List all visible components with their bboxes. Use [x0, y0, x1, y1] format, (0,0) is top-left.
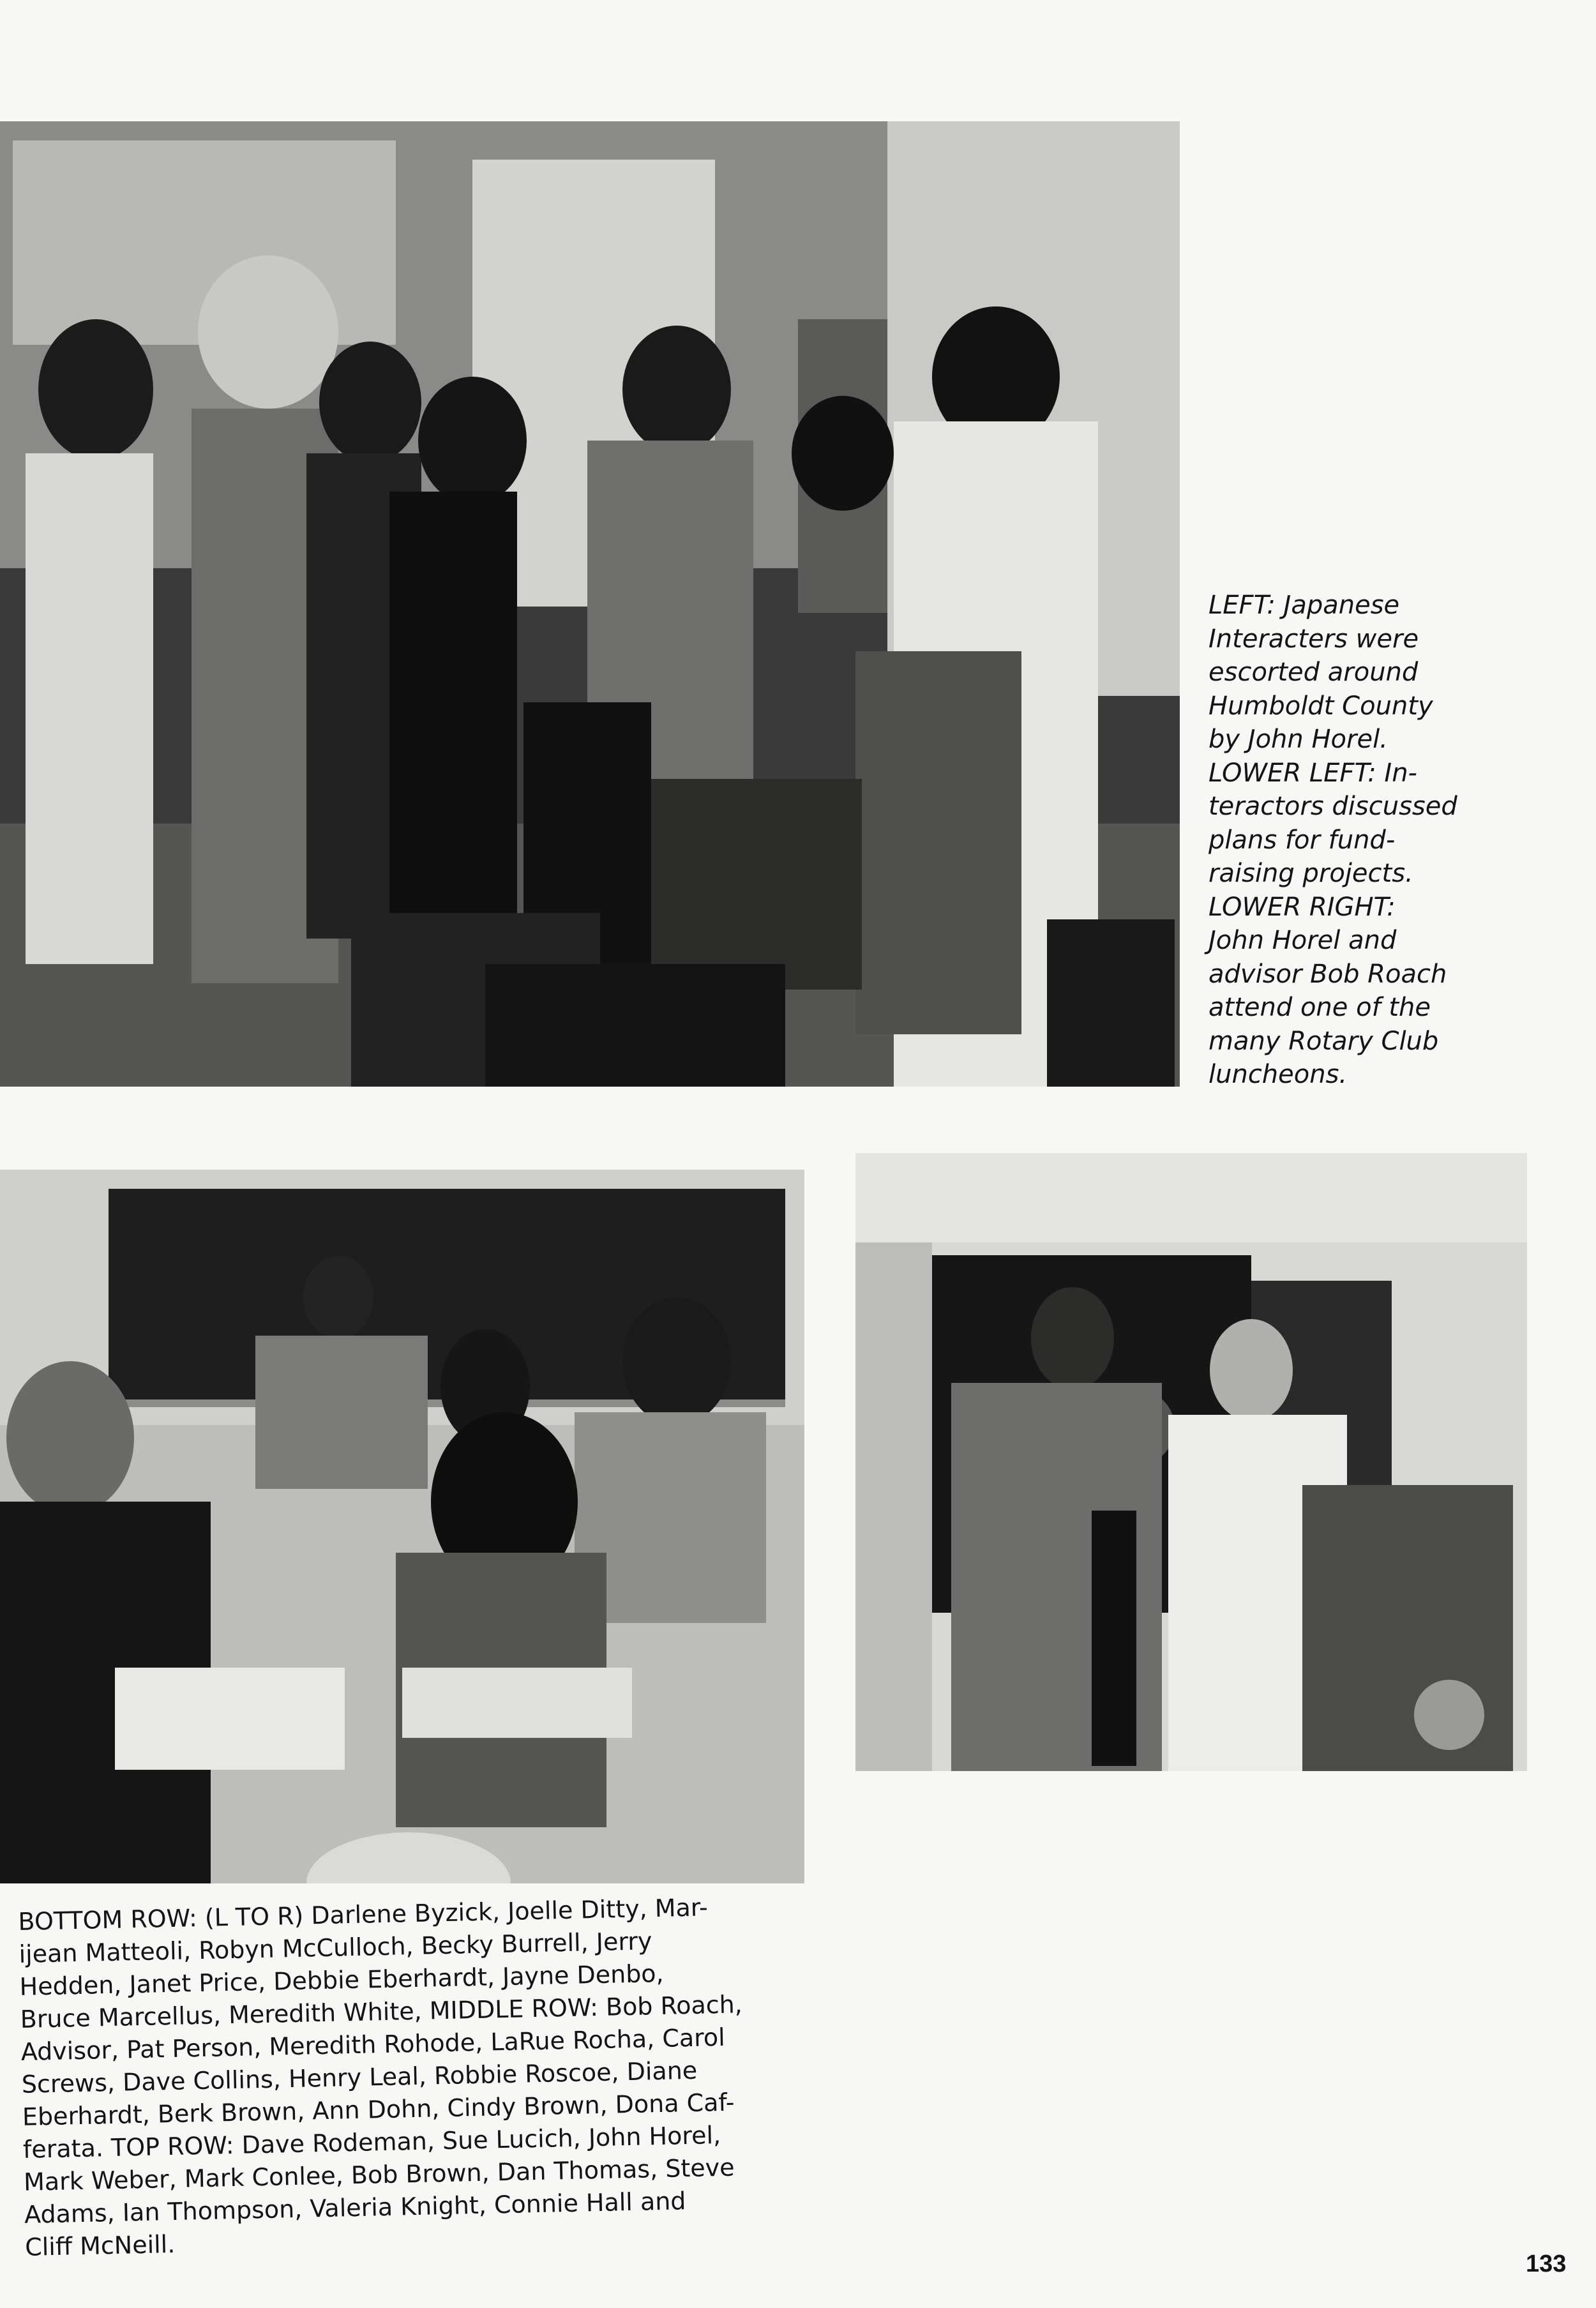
- caption-line: raising projects.: [1208, 859, 1413, 888]
- caption-line: advisor Bob Roach: [1208, 959, 1447, 989]
- caption-line: escorted around: [1208, 658, 1419, 687]
- caption-line: attend one of the: [1208, 993, 1431, 1022]
- roster-line: Bruce Marcellus, Meredith White, MIDDLE ROW: Bob Roach,: [20, 1990, 743, 2033]
- caption-line: Interacters were: [1208, 624, 1419, 654]
- caption-line: LOWER LEFT: In-: [1208, 758, 1417, 788]
- roster-line: Hedden, Janet Price, Debbie Eberhardt, Jayne Denbo,: [19, 1959, 665, 2001]
- caption-line: luncheons.: [1208, 1060, 1348, 1089]
- page-number: 133: [1526, 2251, 1567, 2277]
- caption-line: LOWER RIGHT:: [1208, 892, 1396, 922]
- roster-line: Cliff McNeill.: [24, 2229, 176, 2261]
- photo-rotary-luncheon: [855, 1153, 1527, 1771]
- roster-line: Eberhardt, Berk Brown, Ann Dohn, Cindy Brown, Dona Caf-: [22, 2088, 735, 2131]
- photo-caption: [1208, 589, 1477, 1092]
- caption-line: John Horel and: [1208, 926, 1397, 955]
- photo-japanese-interacters: [0, 121, 1180, 1087]
- caption-line: Humboldt County: [1208, 691, 1433, 721]
- roster-line: BOTTOM ROW: (L TO R) Darlene Byzick, Joelle Ditty, Mar-: [18, 1893, 709, 1936]
- roster-line: Screws, Dave Collins, Henry Leal, Robbie Roscoe, Diane: [21, 2056, 698, 2099]
- roster-line: Advisor, Pat Person, Meredith Rohode, LaRue Rocha, Carol: [20, 2023, 726, 2066]
- caption-line: LEFT: Japanese: [1208, 591, 1400, 620]
- caption-line: many Rotary Club: [1208, 1026, 1439, 1056]
- caption-line: plans for fund-: [1208, 825, 1396, 855]
- caption-line: by John Horel.: [1208, 725, 1388, 754]
- photo-japanese-interacters-image: [0, 121, 1180, 1087]
- roster-line: ferata. TOP ROW: Dave Rodeman, Sue Lucich, John Horel,: [22, 2121, 721, 2164]
- photo-classroom-meeting: [0, 1170, 804, 1883]
- roster-line: Mark Weber, Mark Conlee, Bob Brown, Dan Thomas, Steve: [23, 2153, 735, 2196]
- photo-rotary-luncheon-image: [855, 1153, 1527, 1771]
- roster-line: Adams, Ian Thompson, Valeria Knight, Connie Hall and: [24, 2187, 686, 2229]
- roster-line: ijean Matteoli, Robyn McCulloch, Becky Burrell, Jerry: [19, 1927, 652, 1968]
- club-roster: [18, 1889, 848, 2264]
- photo-classroom-meeting-image: [0, 1170, 804, 1883]
- caption-line: teractors discussed: [1208, 792, 1457, 821]
